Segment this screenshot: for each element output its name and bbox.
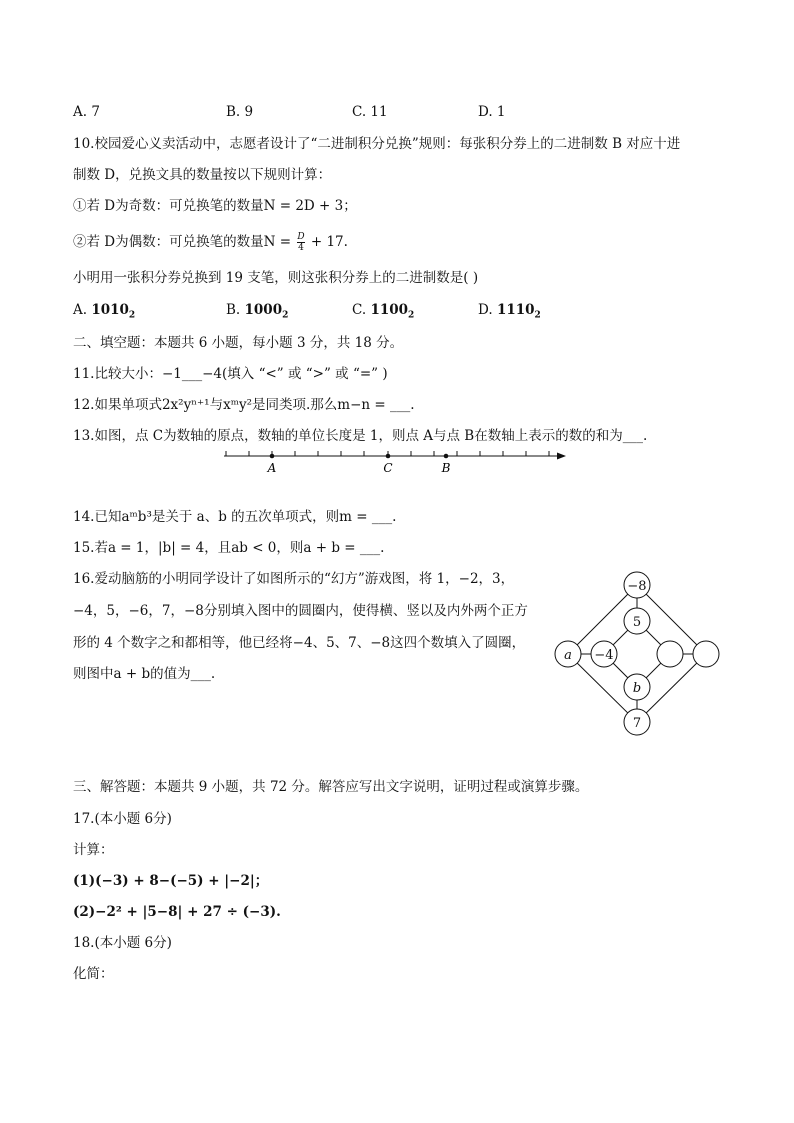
point-b-label: B xyxy=(441,461,451,475)
q10-option-c-value: 1100 xyxy=(370,302,409,318)
magic-square-figure xyxy=(548,568,724,740)
point-c-dot xyxy=(386,454,391,459)
q9-option-d: D. 1 xyxy=(478,104,506,120)
q10-option-a-value: 1010 xyxy=(91,302,129,318)
q11: 11.比较大小：−1___−4(填入 “<” 或 “>” 或 “=” ) xyxy=(73,366,388,382)
q13: 13.如图，点 C为数轴的原点，数轴的单位长度是 1，则点 A与点 B在数轴上表示的数的和为___. xyxy=(73,428,648,444)
circle-inner-right xyxy=(657,641,683,667)
q17-title: 17.(本小题 6分) xyxy=(73,811,172,827)
q15: 15.若a = 1，|b| = 4，且ab < 0，则a + b = ___. xyxy=(73,540,385,556)
q18-instruction: 化简： xyxy=(73,966,114,982)
q10-option-c-sub: 2 xyxy=(408,310,415,321)
circle-bottom-value: 7 xyxy=(632,716,642,731)
point-b-dot xyxy=(444,454,449,459)
circle-right xyxy=(693,641,719,667)
q16-line2: −4，5，−6，7，−8分别填入图中的圆圈内，使得横、竖以及内外两个正方 xyxy=(73,603,528,619)
q10-fraction xyxy=(297,232,304,253)
circle-top-value: −8 xyxy=(627,579,647,594)
q10-rule1: ①若 D为奇数：可兑换笔的数量N = 2D + 3； xyxy=(73,198,357,214)
circle-inner-left-value: −4 xyxy=(594,648,614,663)
q10-line5: 小明用一张积分券兑换到 19 支笔，则这张积分券上的二进制数是( ) xyxy=(73,270,479,286)
q10-option-b-letter: B. xyxy=(226,302,241,318)
q16-line1: 16.爱动脑筋的小明同学设计了如图所示的“幻方”游戏图，将 1，−2，3， xyxy=(73,571,515,587)
circle-inner-top-value: 5 xyxy=(632,615,642,630)
q10-rule2-pre: ②若 D为偶数：可兑换笔的数量N = xyxy=(73,234,292,250)
q10-option-d-letter: D. xyxy=(478,302,493,318)
q18-title: 18.(本小题 6分) xyxy=(73,935,172,951)
circle-left-value: a xyxy=(564,648,572,663)
q17-part1: (1)(−3) + 8−(−5) + |−2|； xyxy=(73,873,269,889)
q16-line3: 形的 4 个数字之和都相等，他已经将−4、5、7、−8这四个数填入了圆圈， xyxy=(73,635,526,651)
q10-option-a-letter: A. xyxy=(73,302,88,318)
q10-fraction-num: D xyxy=(297,232,305,242)
q10-option-a xyxy=(73,302,135,321)
section3-heading: 三、解答题：本题共 9 小题，共 72 分。解答应写出文字说明，证明过程或演算步骤。 xyxy=(73,779,589,795)
q17-instruction: 计算： xyxy=(73,842,114,858)
q10-rule2-post: + 17. xyxy=(310,234,348,250)
q9-option-a: A. 7 xyxy=(73,104,100,120)
q10-option-a-sub: 2 xyxy=(128,310,136,321)
q10-option-d xyxy=(478,302,541,321)
point-a-label: A xyxy=(267,461,277,475)
point-c-label: C xyxy=(383,461,393,475)
q10-option-b xyxy=(226,302,288,321)
number-line-arrow xyxy=(557,453,566,460)
q9-option-c: C. 11 xyxy=(352,104,388,120)
q10-option-c-letter: C. xyxy=(352,302,367,318)
q14: 14.已知aᵐb³是关于 a、b 的五次单项式，则m = ___. xyxy=(73,509,397,525)
point-a-dot xyxy=(270,454,275,459)
q12: 12.如果单项式2x²yⁿ⁺¹与xᵐy²是同类项.那么m−n = ___. xyxy=(73,397,415,413)
circle-inner-bottom-value: b xyxy=(632,681,642,696)
q10-option-d-value: 1110 xyxy=(496,302,535,318)
q9-option-b: B. 9 xyxy=(226,104,254,120)
q10-option-b-sub: 2 xyxy=(282,310,289,321)
q10-rule2 xyxy=(73,232,348,253)
q10-line1: 10.校园爱心义卖活动中，志愿者设计了“二进制积分兑换”规则：每张积分券上的二进制数 B 对应十进 xyxy=(73,136,681,152)
q10-option-b-value: 1000 xyxy=(244,302,283,318)
q17-part2: (2)−2² + |5−8| + 27 ÷ (−3). xyxy=(73,904,281,920)
number-line-figure xyxy=(220,446,572,476)
q10-option-d-sub: 2 xyxy=(534,310,541,321)
q10-option-c xyxy=(352,302,414,321)
q16-line4: 则图中a + b的值为___. xyxy=(73,666,216,682)
q10-fraction-den: 4 xyxy=(298,243,304,253)
section2-heading: 二、填空题：本题共 6 小题，每小题 3 分，共 18 分。 xyxy=(73,335,404,351)
q10-line2: 制数 D，兑换文具的数量按以下规则计算： xyxy=(73,167,332,183)
